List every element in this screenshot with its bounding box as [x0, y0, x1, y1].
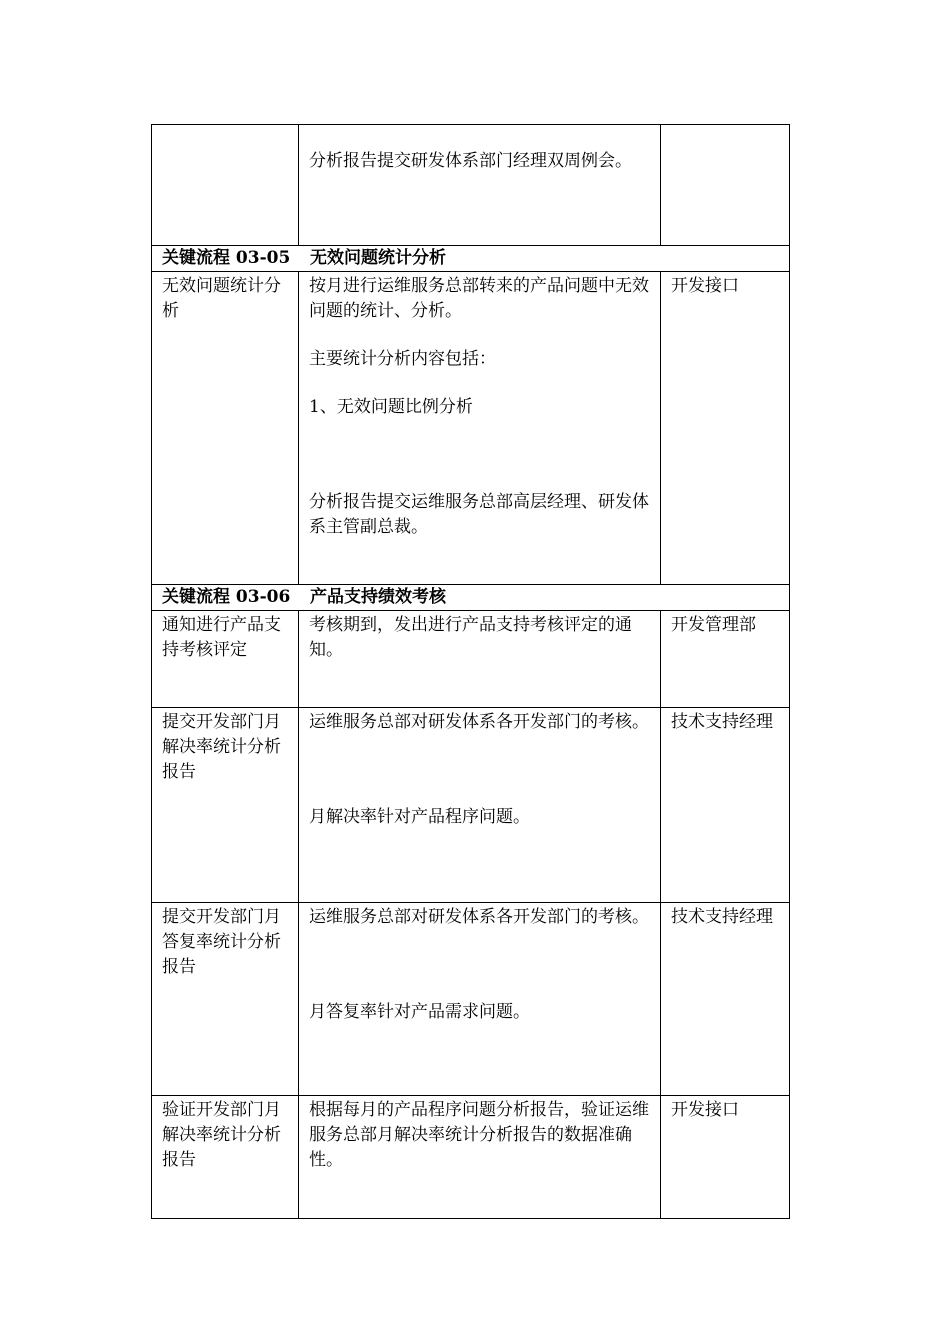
- step-desc-text: 分析报告提交运维服务总部高层经理、研发体系主管副总裁。: [309, 492, 649, 537]
- step-name-cell: [152, 1096, 299, 1219]
- step-owner-cell: [661, 708, 790, 903]
- step-owner-cell: [661, 272, 790, 585]
- step-desc-cell: [299, 903, 661, 1096]
- step-desc-cell: [299, 272, 661, 585]
- table-row: [152, 903, 790, 1096]
- step-owner-cell: [661, 125, 790, 246]
- step-name-cell: [152, 125, 299, 246]
- section-header-row: [152, 585, 790, 611]
- step-name-cell: [152, 903, 299, 1096]
- step-owner: 技术支持经理: [671, 907, 773, 927]
- step-name: 验证开发部门月解决率统计分析报告: [162, 1100, 281, 1170]
- section-title: 产品支持绩效考核: [310, 587, 446, 607]
- step-desc-cell: [299, 708, 661, 903]
- table-row: [152, 125, 790, 246]
- table-row: [152, 1096, 790, 1219]
- step-desc-text: 考核期到，发出进行产品支持考核评定的通知。: [309, 615, 632, 660]
- step-desc-text: 根据每月的产品程序问题分析报告，验证运维服务总部月解决率统计分析报告的数据准确性。: [309, 1100, 649, 1170]
- step-owner: 技术支持经理: [671, 712, 773, 732]
- step-owner-cell: [661, 903, 790, 1096]
- step-name-cell: [152, 611, 299, 708]
- step-desc-text: 运维服务总部对研发体系各开发部门的考核。: [309, 907, 649, 927]
- section-header-row: [152, 246, 790, 272]
- step-name-cell: [152, 272, 299, 585]
- step-desc-text: 月解决率针对产品程序问题。: [309, 807, 530, 827]
- step-desc-cell: [299, 1096, 661, 1219]
- step-desc-text: 主要统计分析内容包括：: [309, 349, 496, 369]
- step-owner: 开发接口: [671, 276, 739, 296]
- step-desc-cell: [299, 611, 661, 708]
- step-name: 提交开发部门月解决率统计分析报告: [162, 712, 281, 782]
- step-name-cell: [152, 708, 299, 903]
- step-desc-text: 1、无效问题比例分析: [309, 397, 473, 417]
- step-name: 无效问题统计分析: [162, 276, 281, 321]
- step-name: 通知进行产品支持考核评定: [162, 615, 281, 660]
- table-row: [152, 272, 790, 585]
- step-name: 提交开发部门月答复率统计分析报告: [162, 907, 281, 977]
- step-desc-text: 按月进行运维服务总部转来的产品问题中无效问题的统计、分析。: [309, 276, 649, 321]
- section-header: [152, 585, 790, 611]
- step-desc-text: 运维服务总部对研发体系各开发部门的考核。: [309, 712, 649, 732]
- step-owner-cell: [661, 611, 790, 708]
- section-code: 关键流程 03-05: [162, 248, 291, 268]
- step-desc-text: 分析报告提交研发体系部门经理双周例会。: [309, 151, 632, 171]
- section-code: 关键流程 03-06: [162, 587, 291, 607]
- step-desc-cell: [299, 125, 661, 246]
- table-row: [152, 708, 790, 903]
- section-title: 无效问题统计分析: [310, 248, 446, 268]
- step-owner: 开发管理部: [671, 615, 756, 635]
- step-desc-text: 月答复率针对产品需求问题。: [309, 1002, 530, 1022]
- step-owner-cell: [661, 1096, 790, 1219]
- table-row: [152, 611, 790, 708]
- step-owner: 开发接口: [671, 1100, 739, 1120]
- section-header: [152, 246, 790, 272]
- process-table: [151, 124, 790, 1219]
